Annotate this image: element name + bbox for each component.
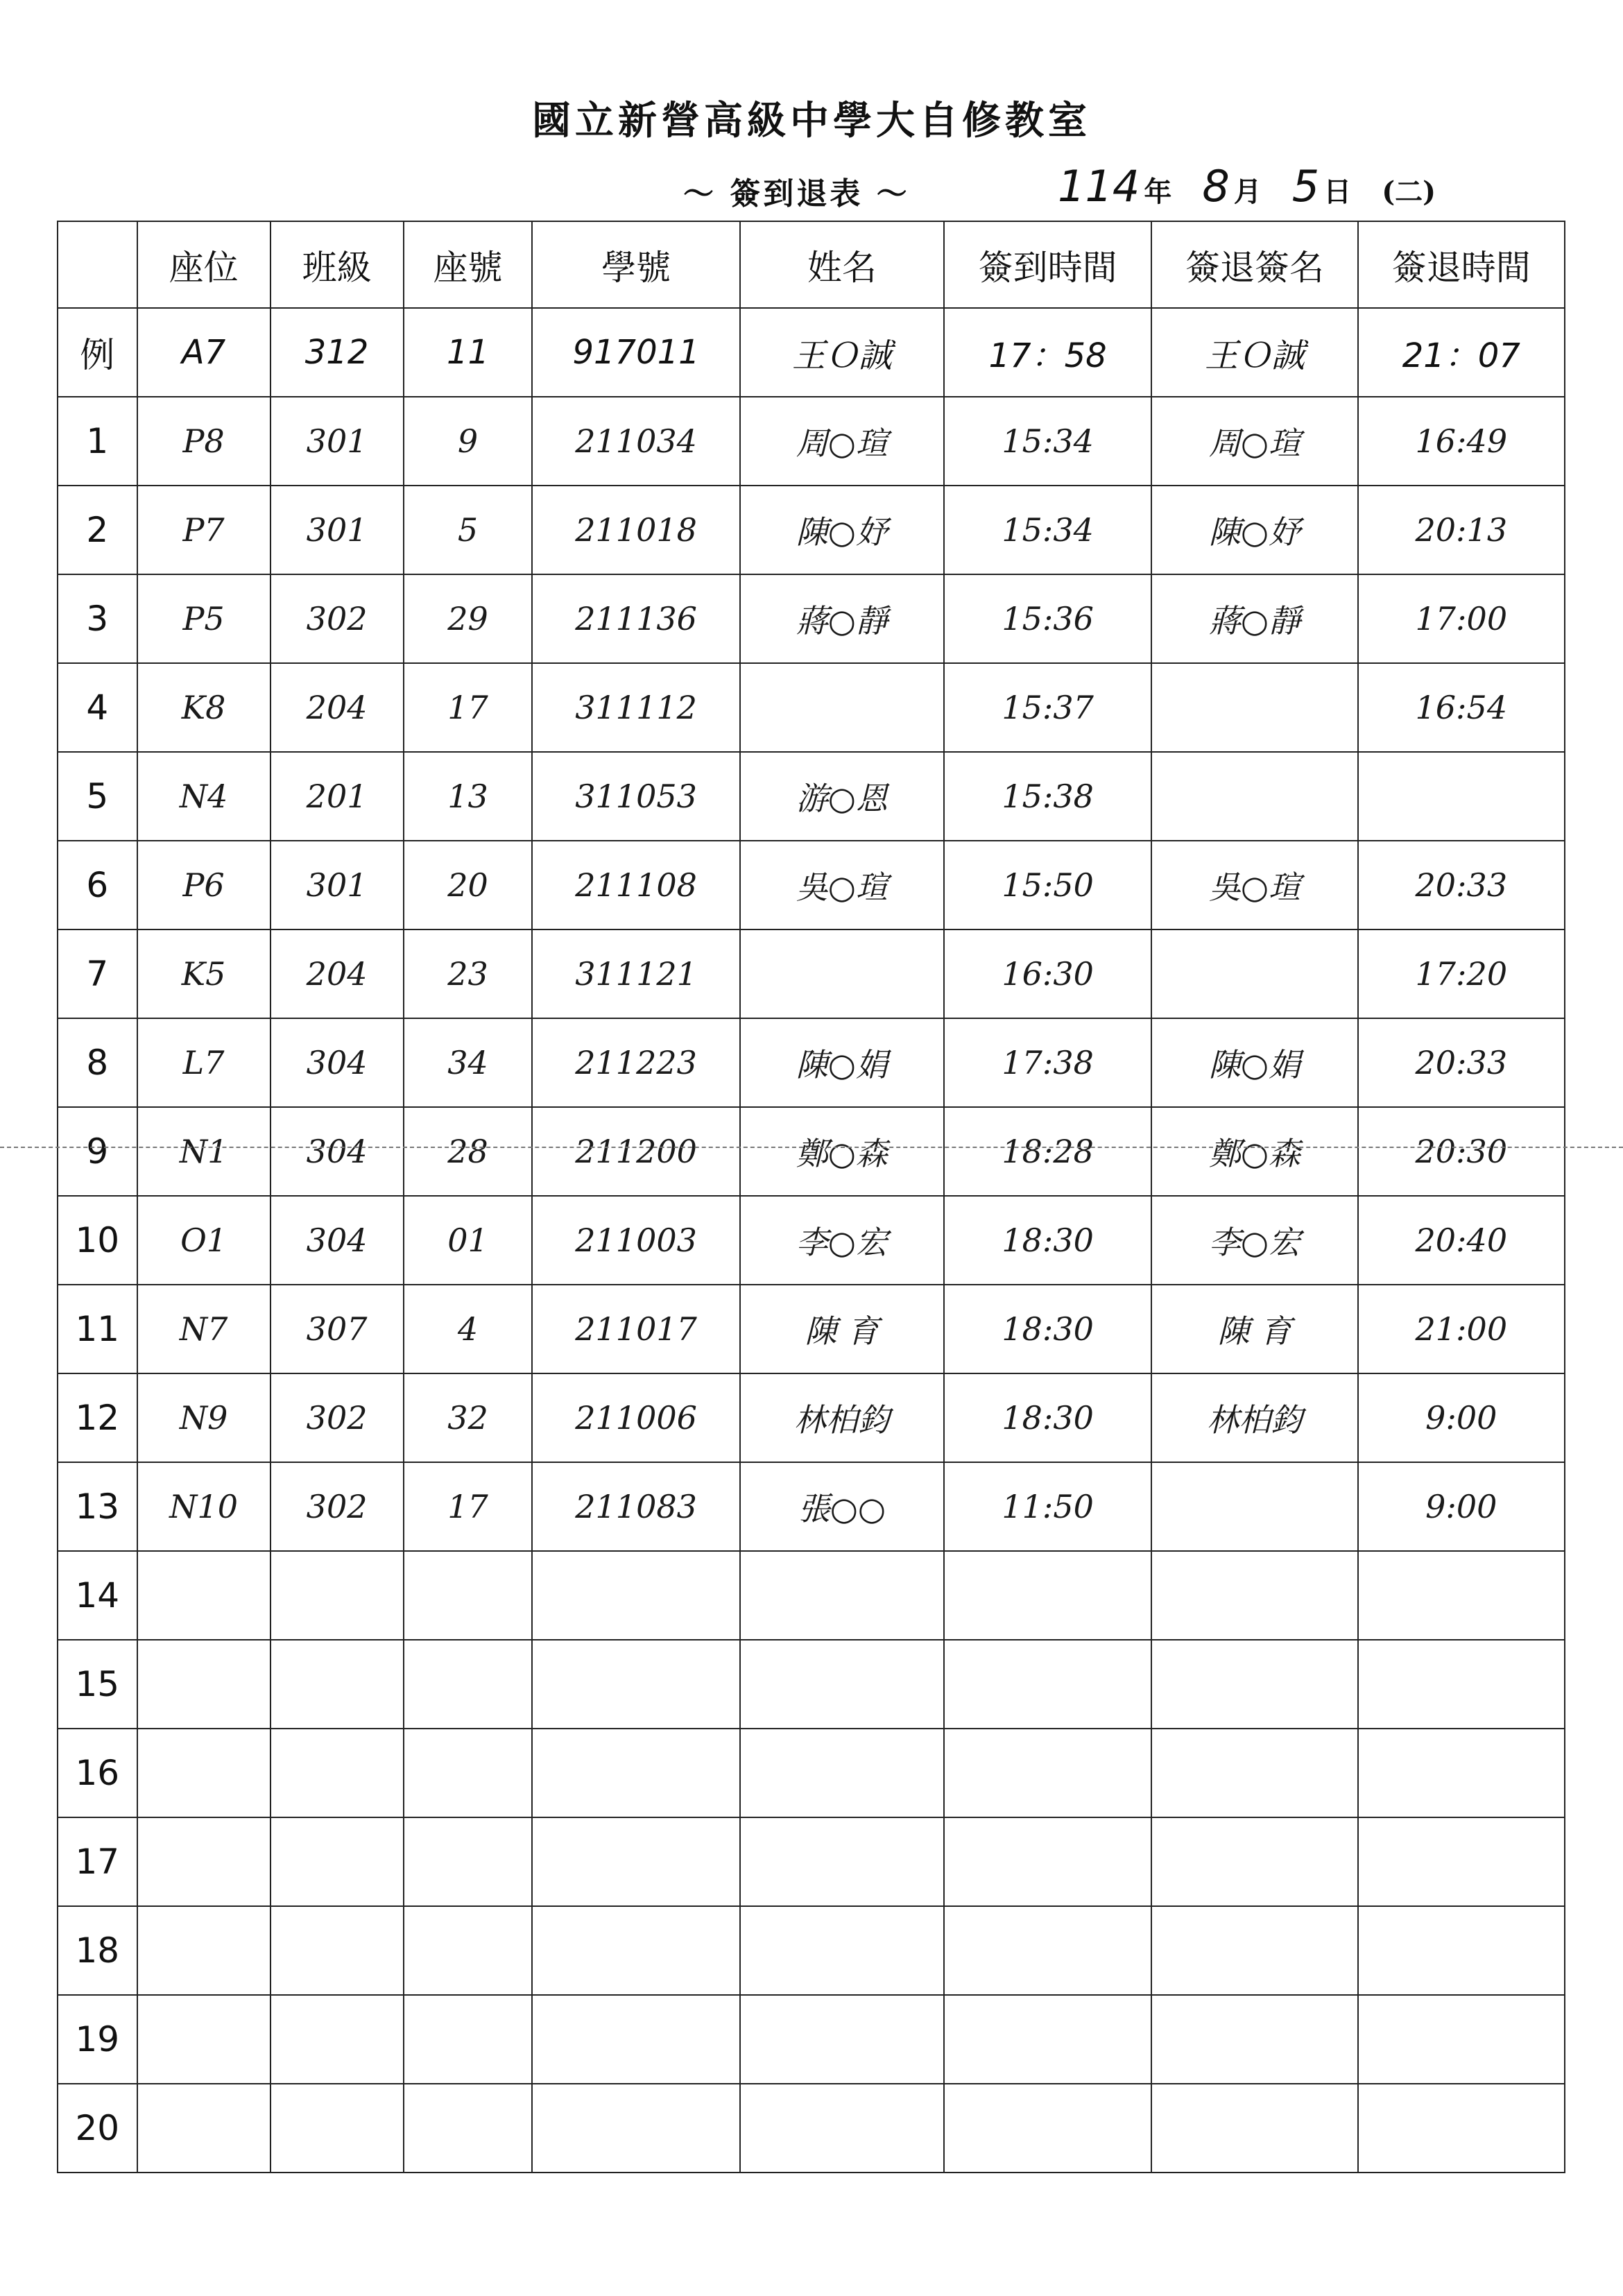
cell-sign-out-time: 21:00 bbox=[1358, 1285, 1565, 1373]
cell-student-id: 211034 bbox=[532, 397, 739, 486]
cell-sign-out-name: 陳○娟 bbox=[1151, 1018, 1357, 1107]
cell-sign-in-time: 15:34 bbox=[944, 397, 1151, 486]
row-number: 14 bbox=[58, 1551, 137, 1640]
cell-sign-in-time: 18:30 bbox=[944, 1285, 1151, 1373]
cell-seat-no: 9 bbox=[404, 397, 533, 486]
cell-class: 304 bbox=[270, 1018, 404, 1107]
cell-student-id: 211136 bbox=[532, 574, 739, 663]
cell-student-id: 211083 bbox=[532, 1462, 739, 1551]
cell-seat-no: 01 bbox=[404, 1196, 533, 1285]
cell-seat-no bbox=[404, 1906, 533, 1995]
cell-seat-no: 17 bbox=[404, 1462, 533, 1551]
table-row bbox=[58, 1018, 1565, 1107]
cell-sign-in-time: 18:30 bbox=[944, 1196, 1151, 1285]
cell-sign-out-time: 20:13 bbox=[1358, 486, 1565, 574]
cell-class: 301 bbox=[270, 486, 404, 574]
cell-sign-out-time: 9:00 bbox=[1358, 1462, 1565, 1551]
row-number: 9 bbox=[58, 1107, 137, 1196]
page-title: 國立新營高級中學大自修教室 bbox=[532, 98, 1091, 144]
cell-seat: P6 bbox=[137, 841, 270, 929]
table-row bbox=[58, 1729, 1565, 1817]
date-month-unit: 月 bbox=[1233, 175, 1262, 208]
cell-student-id bbox=[532, 1729, 739, 1817]
sign-in-table bbox=[57, 221, 1565, 2173]
cell-seat-no bbox=[404, 1817, 533, 1906]
cell-sign-out-time: 17:20 bbox=[1358, 929, 1565, 1018]
cell-sign-out-name: 吳○瑄 bbox=[1151, 841, 1357, 929]
cell-sign-out-time: 20:33 bbox=[1358, 1018, 1565, 1107]
cell-name: 林柏鈞 bbox=[740, 1373, 944, 1462]
cell-seat: N4 bbox=[137, 752, 270, 841]
cell-student-id: 211018 bbox=[532, 486, 739, 574]
cell-sign-in-time bbox=[944, 1729, 1151, 1817]
cell-student-id bbox=[532, 1906, 739, 1995]
row-number: 13 bbox=[58, 1462, 137, 1551]
cell-sign-out-name bbox=[1151, 1551, 1357, 1640]
cell-student-id: 311053 bbox=[532, 752, 739, 841]
row-number: 7 bbox=[58, 929, 137, 1018]
table-row bbox=[58, 1107, 1565, 1196]
header-seat: 座位 bbox=[137, 221, 270, 308]
cell-name: 周○瑄 bbox=[740, 397, 944, 486]
cell-name bbox=[740, 1995, 944, 2084]
cell-sign-in-time: 11:50 bbox=[944, 1462, 1151, 1551]
cell-name bbox=[740, 1906, 944, 1995]
cell-sign-in-time: 16:30 bbox=[944, 929, 1151, 1018]
cell-sign-out-name bbox=[1151, 1462, 1357, 1551]
example-sign-in-time: 17：58 bbox=[944, 308, 1151, 397]
cell-seat: P5 bbox=[137, 574, 270, 663]
cell-student-id: 211006 bbox=[532, 1373, 739, 1462]
cell-sign-out-time: 16:54 bbox=[1358, 663, 1565, 752]
cell-class: 302 bbox=[270, 1373, 404, 1462]
fold-line bbox=[0, 1147, 1623, 1148]
date-day-unit: 日 bbox=[1323, 175, 1352, 208]
table-row bbox=[58, 663, 1565, 752]
cell-sign-in-time bbox=[944, 1640, 1151, 1729]
example-sign-out-time: 21：07 bbox=[1358, 308, 1565, 397]
cell-seat-no: 20 bbox=[404, 841, 533, 929]
cell-seat-no: 4 bbox=[404, 1285, 533, 1373]
cell-seat-no: 13 bbox=[404, 752, 533, 841]
table-row bbox=[58, 752, 1565, 841]
example-seat: A7 bbox=[137, 308, 270, 397]
cell-seat bbox=[137, 1729, 270, 1817]
row-number: 5 bbox=[58, 752, 137, 841]
cell-sign-out-name bbox=[1151, 1640, 1357, 1729]
cell-seat: K8 bbox=[137, 663, 270, 752]
cell-sign-out-time: 9:00 bbox=[1358, 1373, 1565, 1462]
header-row bbox=[58, 221, 1565, 308]
cell-sign-out-name: 林柏鈞 bbox=[1151, 1373, 1357, 1462]
cell-sign-out-name bbox=[1151, 1729, 1357, 1817]
table-row bbox=[58, 1906, 1565, 1995]
cell-sign-out-name bbox=[1151, 663, 1357, 752]
cell-student-id: 211003 bbox=[532, 1196, 739, 1285]
header-name: 姓名 bbox=[740, 221, 944, 308]
cell-class: 204 bbox=[270, 663, 404, 752]
cell-class: 304 bbox=[270, 1196, 404, 1285]
cell-seat bbox=[137, 1640, 270, 1729]
cell-sign-out-time: 20:30 bbox=[1358, 1107, 1565, 1196]
cell-sign-out-time bbox=[1358, 2084, 1565, 2173]
cell-sign-out-time: 16:49 bbox=[1358, 397, 1565, 486]
row-number: 15 bbox=[58, 1640, 137, 1729]
example-class: 312 bbox=[270, 308, 404, 397]
cell-seat: P8 bbox=[137, 397, 270, 486]
row-number: 6 bbox=[58, 841, 137, 929]
table-row bbox=[58, 841, 1565, 929]
cell-student-id bbox=[532, 1551, 739, 1640]
example-seat-no: 11 bbox=[404, 308, 533, 397]
cell-seat: N10 bbox=[137, 1462, 270, 1551]
example-row bbox=[58, 308, 1565, 397]
row-number: 18 bbox=[58, 1906, 137, 1995]
cell-sign-out-time: 20:33 bbox=[1358, 841, 1565, 929]
cell-seat bbox=[137, 1817, 270, 1906]
row-number: 10 bbox=[58, 1196, 137, 1285]
cell-student-id: 211200 bbox=[532, 1107, 739, 1196]
cell-seat-no bbox=[404, 2084, 533, 2173]
cell-sign-out-name bbox=[1151, 929, 1357, 1018]
cell-seat: L7 bbox=[137, 1018, 270, 1107]
cell-sign-out-name bbox=[1151, 752, 1357, 841]
date-day: 5 bbox=[1291, 161, 1320, 212]
example-student-id: 917011 bbox=[532, 308, 739, 397]
cell-sign-out-time: 20:40 bbox=[1358, 1196, 1565, 1285]
row-number: 16 bbox=[58, 1729, 137, 1817]
cell-name: 陳○妤 bbox=[740, 486, 944, 574]
cell-sign-out-time bbox=[1358, 1551, 1565, 1640]
cell-sign-out-time bbox=[1358, 1906, 1565, 1995]
cell-seat: P7 bbox=[137, 486, 270, 574]
cell-class: 301 bbox=[270, 397, 404, 486]
table-row bbox=[58, 2084, 1565, 2173]
row-number: 11 bbox=[58, 1285, 137, 1373]
cell-seat-no: 28 bbox=[404, 1107, 533, 1196]
date-month: 8 bbox=[1202, 161, 1230, 212]
cell-seat bbox=[137, 1995, 270, 2084]
date-weekday: (二) bbox=[1382, 175, 1436, 208]
cell-sign-out-time bbox=[1358, 1640, 1565, 1729]
header-sign-in-time: 簽到時間 bbox=[944, 221, 1151, 308]
header-class: 班級 bbox=[270, 221, 404, 308]
cell-sign-out-time bbox=[1358, 752, 1565, 841]
header-seat-no: 座號 bbox=[404, 221, 533, 308]
cell-class: 304 bbox=[270, 1107, 404, 1196]
sheet-date bbox=[1058, 161, 1436, 212]
cell-class bbox=[270, 1817, 404, 1906]
cell-sign-in-time bbox=[944, 1906, 1151, 1995]
cell-sign-out-name bbox=[1151, 1906, 1357, 1995]
cell-seat: O1 bbox=[137, 1196, 270, 1285]
table-row bbox=[58, 1640, 1565, 1729]
cell-seat: N1 bbox=[137, 1107, 270, 1196]
header-sign-out-name: 簽退簽名 bbox=[1151, 221, 1357, 308]
cell-sign-out-name: 蔣○靜 bbox=[1151, 574, 1357, 663]
example-label: 例 bbox=[58, 308, 137, 397]
cell-class bbox=[270, 1995, 404, 2084]
cell-name: 陳○娟 bbox=[740, 1018, 944, 1107]
cell-seat: K5 bbox=[137, 929, 270, 1018]
cell-student-id: 311121 bbox=[532, 929, 739, 1018]
cell-name: 吳○瑄 bbox=[740, 841, 944, 929]
date-year: 114 bbox=[1058, 161, 1140, 212]
row-number: 1 bbox=[58, 397, 137, 486]
cell-name: 蔣○靜 bbox=[740, 574, 944, 663]
cell-seat bbox=[137, 1906, 270, 1995]
table-row bbox=[58, 929, 1565, 1018]
page-subtitle: ～ 簽到退表 ～ bbox=[683, 176, 910, 212]
cell-seat-no: 29 bbox=[404, 574, 533, 663]
header-student-id: 學號 bbox=[532, 221, 739, 308]
table-row bbox=[58, 1196, 1565, 1285]
cell-sign-in-time: 15:34 bbox=[944, 486, 1151, 574]
cell-sign-out-name: 周○瑄 bbox=[1151, 397, 1357, 486]
cell-sign-out-name bbox=[1151, 2084, 1357, 2173]
cell-class: 307 bbox=[270, 1285, 404, 1373]
row-number: 3 bbox=[58, 574, 137, 663]
cell-student-id: 211108 bbox=[532, 841, 739, 929]
cell-seat: N9 bbox=[137, 1373, 270, 1462]
cell-sign-in-time: 15:36 bbox=[944, 574, 1151, 663]
row-number: 17 bbox=[58, 1817, 137, 1906]
row-number: 20 bbox=[58, 2084, 137, 2173]
row-number: 12 bbox=[58, 1373, 137, 1462]
cell-class: 204 bbox=[270, 929, 404, 1018]
example-name: 王Ｏ誠 bbox=[740, 308, 944, 397]
cell-class: 302 bbox=[270, 574, 404, 663]
cell-seat-no: 32 bbox=[404, 1373, 533, 1462]
cell-name: 李○宏 bbox=[740, 1196, 944, 1285]
cell-class: 301 bbox=[270, 841, 404, 929]
cell-sign-in-time: 15:38 bbox=[944, 752, 1151, 841]
cell-name bbox=[740, 929, 944, 1018]
cell-class bbox=[270, 2084, 404, 2173]
row-number: 19 bbox=[58, 1995, 137, 2084]
cell-class: 201 bbox=[270, 752, 404, 841]
cell-class bbox=[270, 1551, 404, 1640]
cell-class bbox=[270, 1906, 404, 1995]
cell-sign-in-time: 15:37 bbox=[944, 663, 1151, 752]
cell-sign-in-time: 18:30 bbox=[944, 1373, 1151, 1462]
cell-seat-no: 17 bbox=[404, 663, 533, 752]
cell-name: 游○恩 bbox=[740, 752, 944, 841]
cell-seat bbox=[137, 1551, 270, 1640]
cell-seat-no: 5 bbox=[404, 486, 533, 574]
example-sign-out-name: 王Ｏ誠 bbox=[1151, 308, 1357, 397]
cell-sign-out-time bbox=[1358, 1817, 1565, 1906]
cell-student-id bbox=[532, 1640, 739, 1729]
cell-seat-no bbox=[404, 1551, 533, 1640]
cell-student-id bbox=[532, 1995, 739, 2084]
date-year-unit: 年 bbox=[1144, 175, 1172, 208]
cell-name bbox=[740, 1551, 944, 1640]
cell-sign-out-name: 陳○妤 bbox=[1151, 486, 1357, 574]
cell-name bbox=[740, 663, 944, 752]
cell-sign-out-name bbox=[1151, 1995, 1357, 2084]
cell-sign-out-name bbox=[1151, 1817, 1357, 1906]
table-row bbox=[58, 1462, 1565, 1551]
header-index bbox=[58, 221, 137, 308]
cell-seat-no bbox=[404, 1995, 533, 2084]
cell-name bbox=[740, 1817, 944, 1906]
cell-class: 302 bbox=[270, 1462, 404, 1551]
row-number: 2 bbox=[58, 486, 137, 574]
table-row bbox=[58, 1995, 1565, 2084]
cell-sign-in-time bbox=[944, 1995, 1151, 2084]
cell-sign-in-time: 15:50 bbox=[944, 841, 1151, 929]
row-number: 8 bbox=[58, 1018, 137, 1107]
cell-class bbox=[270, 1729, 404, 1817]
cell-sign-out-time bbox=[1358, 1995, 1565, 2084]
cell-sign-out-time: 17:00 bbox=[1358, 574, 1565, 663]
cell-name bbox=[740, 1640, 944, 1729]
cell-sign-in-time bbox=[944, 1817, 1151, 1906]
cell-seat: N7 bbox=[137, 1285, 270, 1373]
table-row bbox=[58, 574, 1565, 663]
cell-name bbox=[740, 1729, 944, 1817]
table-row bbox=[58, 486, 1565, 574]
cell-sign-out-name: 鄭○森 bbox=[1151, 1107, 1357, 1196]
cell-sign-out-name: 陳 育 bbox=[1151, 1285, 1357, 1373]
cell-student-id: 211223 bbox=[532, 1018, 739, 1107]
cell-seat-no: 34 bbox=[404, 1018, 533, 1107]
cell-student-id bbox=[532, 1817, 739, 1906]
cell-name: 張○○ bbox=[740, 1462, 944, 1551]
row-number: 4 bbox=[58, 663, 137, 752]
cell-student-id: 311112 bbox=[532, 663, 739, 752]
table-row bbox=[58, 1285, 1565, 1373]
cell-sign-in-time bbox=[944, 2084, 1151, 2173]
cell-sign-out-time bbox=[1358, 1729, 1565, 1817]
table-row bbox=[58, 1817, 1565, 1906]
cell-seat-no bbox=[404, 1640, 533, 1729]
cell-name: 鄭○森 bbox=[740, 1107, 944, 1196]
cell-name bbox=[740, 2084, 944, 2173]
cell-sign-in-time: 18:28 bbox=[944, 1107, 1151, 1196]
cell-student-id: 211017 bbox=[532, 1285, 739, 1373]
cell-seat bbox=[137, 2084, 270, 2173]
cell-sign-in-time: 17:38 bbox=[944, 1018, 1151, 1107]
table-row bbox=[58, 1551, 1565, 1640]
table-row bbox=[58, 1373, 1565, 1462]
cell-sign-in-time bbox=[944, 1551, 1151, 1640]
cell-seat-no: 23 bbox=[404, 929, 533, 1018]
cell-student-id bbox=[532, 2084, 739, 2173]
header-sign-out-time: 簽退時間 bbox=[1358, 221, 1565, 308]
cell-name: 陳 育 bbox=[740, 1285, 944, 1373]
table-row bbox=[58, 397, 1565, 486]
cell-sign-out-name: 李○宏 bbox=[1151, 1196, 1357, 1285]
cell-seat-no bbox=[404, 1729, 533, 1817]
cell-class bbox=[270, 1640, 404, 1729]
